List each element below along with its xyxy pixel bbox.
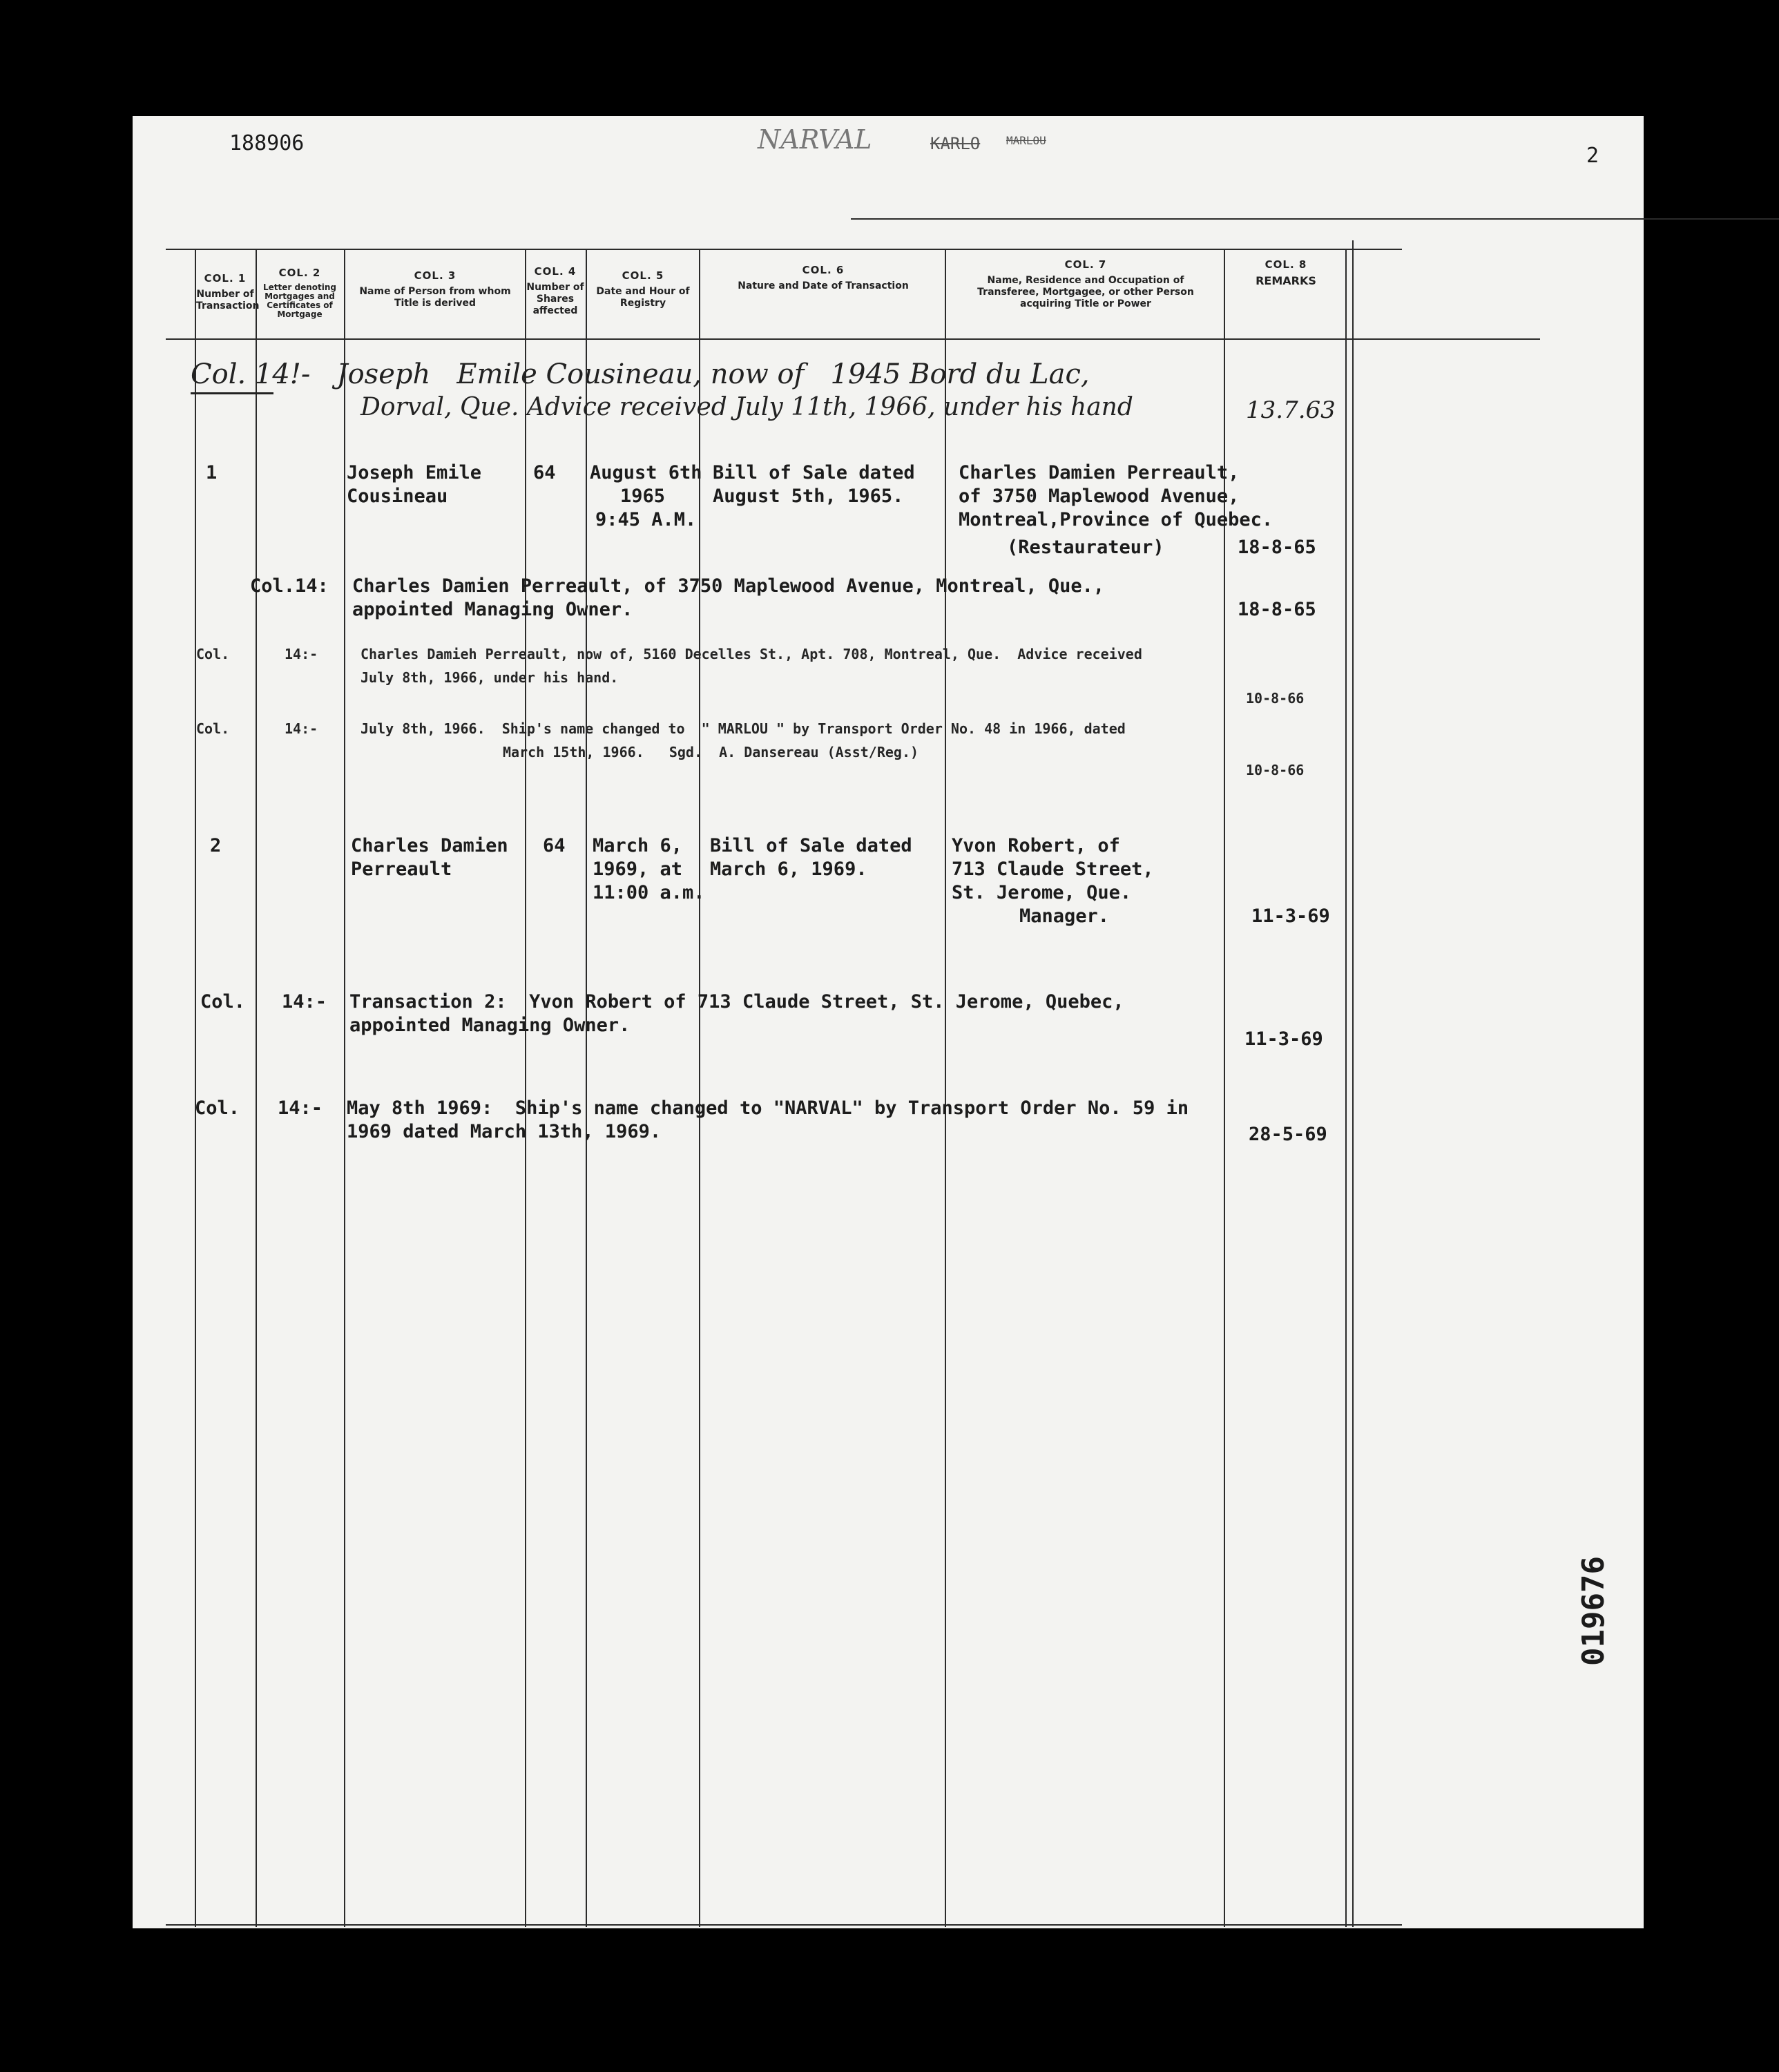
- t1-from-line-2: Cousineau: [347, 486, 448, 507]
- struck-name-2: MARLOU: [1006, 134, 1046, 147]
- n5-remark: 28-5-69: [1249, 1124, 1327, 1145]
- n3-text-line-2: March 15th, 1966. Sgd. A. Dansereau (Asst/Reg.): [503, 744, 919, 760]
- t2-registry-line-3: 11:00 a.m.: [593, 882, 705, 903]
- t2-remark: 11-3-69: [1251, 905, 1330, 927]
- archive-stamp-number: 019676: [1576, 1556, 1611, 1666]
- t1-registry-line-1: August 6th: [590, 462, 702, 483]
- col-header-1: COL. 1 Number of Transaction: [196, 272, 260, 311]
- t1-occupation: (Restaurateur): [1007, 537, 1164, 558]
- n5-text-line-2: 1969 dated March 13th, 1969.: [347, 1121, 662, 1142]
- top-rule: [851, 218, 1779, 220]
- t1-from-line-1: Joseph Emile: [347, 462, 482, 483]
- col-divider-4: [525, 249, 526, 1927]
- t1-number: 1: [206, 462, 218, 483]
- t2-from-line-1: Charles Damien: [351, 835, 508, 856]
- col-divider-10: [1352, 240, 1354, 1927]
- col-divider-9: [1345, 249, 1347, 1927]
- header-top-rule: [166, 249, 1402, 250]
- handwritten-note-line-2: Dorval, Que. Advice received July 11th, 1966, under his hand: [360, 393, 1133, 421]
- register-page: [133, 116, 1644, 1928]
- col-header-4: COL. 4 Number of Shares affected: [526, 265, 584, 316]
- t2-shares: 64: [543, 835, 566, 856]
- col-divider-2: [256, 249, 257, 1927]
- n2-text-line-2: July 8th, 1966, under his hand.: [360, 669, 619, 686]
- t1-nature-line-2: August 5th, 1965.: [713, 486, 904, 507]
- col-header-5: COL. 5 Date and Hour of Registry: [596, 269, 690, 309]
- n4-text-line-1: Transaction 2: Yvon Robert of 713 Claude Street, St. Jerome, Quebec,: [349, 991, 1124, 1013]
- n2-text-line-1: Charles Damieh Perreault, now of, 5160 Decelles St., Apt. 708, Montreal, Que. Advice received: [360, 646, 1142, 662]
- ship-name-current: NARVAL: [758, 124, 872, 155]
- n1-remark: 18-8-65: [1238, 599, 1316, 620]
- n2-remark: 10-8-66: [1246, 690, 1305, 707]
- registry-number: 188906: [229, 131, 305, 155]
- n3-remark: 10-8-66: [1246, 762, 1305, 778]
- t1-remark: 18-8-65: [1238, 537, 1316, 558]
- page-number: 2: [1586, 144, 1599, 168]
- n2-col: Col.: [196, 646, 230, 662]
- n3-num: 14:-: [285, 720, 318, 737]
- t1-shares: 64: [533, 462, 556, 483]
- t2-registry-line-2: 1969, at: [593, 858, 683, 880]
- t1-registry-line-3: 9:45 A.M.: [595, 509, 697, 530]
- t2-transferee-line-2: 713 Claude Street,: [952, 858, 1154, 880]
- col-header-6: COL. 6 Nature and Date of Transaction: [738, 264, 909, 291]
- t1-transferee-line-3: Montreal,Province of Quebec.: [959, 509, 1273, 530]
- t2-from-line-2: Perreault: [351, 858, 452, 880]
- n5-num: 14:-: [278, 1097, 323, 1119]
- n4-remark: 11-3-69: [1244, 1028, 1323, 1050]
- t2-nature-line-1: Bill of Sale dated: [710, 835, 912, 856]
- n1-label: Col.14:: [250, 575, 329, 597]
- n3-col: Col.: [196, 720, 230, 737]
- n2-num: 14:-: [285, 646, 318, 662]
- t2-occupation: Manager.: [1019, 905, 1110, 927]
- col-header-7: COL. 7 Name, Residence and Occupation of Transferee, Mortgagee, or other Person acquiring Title or Power: [977, 258, 1194, 309]
- struck-name-1: KARLO: [930, 134, 981, 153]
- handwritten-date: 13.7.63: [1246, 396, 1336, 424]
- t1-transferee-line-2: of 3750 Maplewood Avenue,: [959, 486, 1240, 507]
- handwritten-underline: [191, 392, 273, 394]
- n4-text-line-2: appointed Managing Owner.: [349, 1015, 631, 1036]
- col-divider-5: [586, 249, 587, 1927]
- col-divider-1: [195, 249, 196, 1927]
- n4-num: 14:-: [282, 991, 327, 1013]
- n1-text-line-1: Charles Damien Perreault, of 3750 Maplewood Avenue, Montreal, Que.,: [352, 575, 1105, 597]
- col-header-3: COL. 3 Name of Person from whom Title is derived: [359, 269, 511, 309]
- col-header-8: COL. 8 REMARKS: [1256, 258, 1316, 287]
- t2-transferee-line-1: Yvon Robert, of: [952, 835, 1120, 856]
- col-divider-3: [344, 249, 345, 1927]
- t2-transferee-line-3: St. Jerome, Que.: [952, 882, 1132, 903]
- handwritten-note-line-1: Col. 14!- Joseph Emile Cousineau, now of 1945 Bord du Lac,: [191, 358, 1090, 390]
- n5-col: Col.: [195, 1097, 240, 1119]
- t1-transferee-line-1: Charles Damien Perreault,: [959, 462, 1240, 483]
- t2-nature-line-2: March 6, 1969.: [710, 858, 867, 880]
- t1-registry-line-2: 1965: [620, 486, 666, 507]
- n5-text-line-1: May 8th 1969: Ship's name changed to "NARVAL" by Transport Order No. 59 in: [347, 1097, 1189, 1119]
- header-bottom-rule: [166, 338, 1540, 340]
- col-divider-7: [945, 249, 946, 1927]
- bottom-rule: [166, 1924, 1402, 1926]
- col-divider-6: [699, 249, 700, 1927]
- n4-col: Col.: [200, 991, 246, 1013]
- n1-text-line-2: appointed Managing Owner.: [352, 599, 633, 620]
- t1-nature-line-1: Bill of Sale dated: [713, 462, 915, 483]
- n3-text-line-1: July 8th, 1966. Ship's name changed to " MARLOU " by Transport Order No. 48 in 1966, dated: [360, 720, 1126, 737]
- col-header-2: COL. 2 Letter denoting Mortgages and Certificates of Mortgage: [263, 267, 336, 319]
- t2-number: 2: [210, 835, 222, 856]
- t2-registry-line-1: March 6,: [593, 835, 683, 856]
